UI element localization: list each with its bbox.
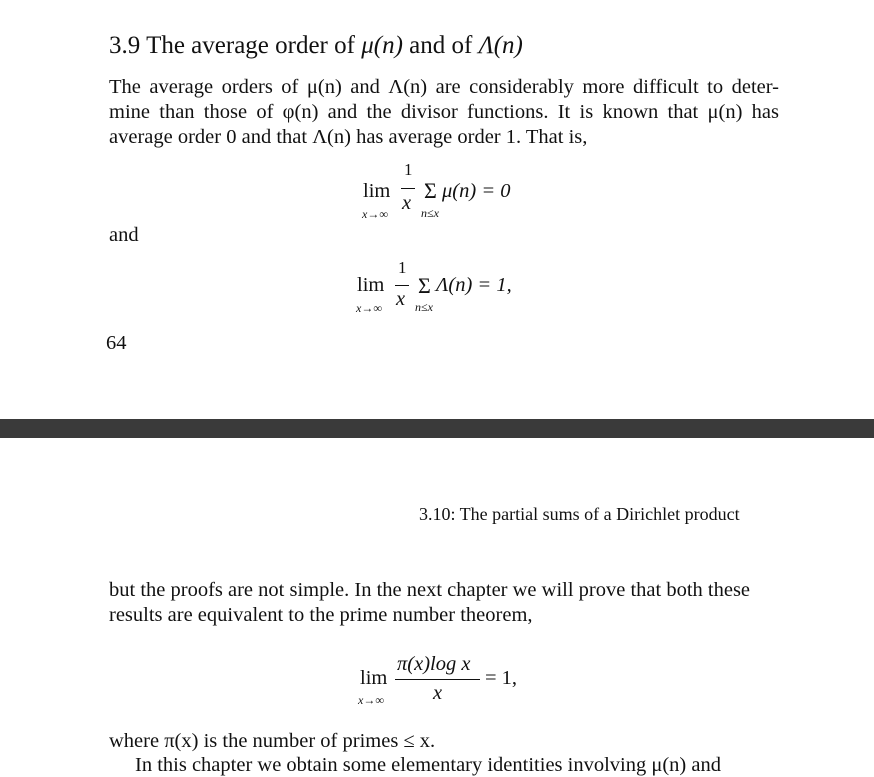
sum-symbol: Σ [418,273,431,298]
paragraph-line: but the proofs are not simple. In the next chapter we will prove that both these [109,579,751,601]
lim-subscript: x→∞ [356,301,382,315]
lim-text: lim [363,180,391,202]
page-separator [0,419,874,438]
section-title-mu: μ(n) [361,32,403,59]
running-head: 3.10: The partial sums of a Dirichlet product [419,504,740,524]
paragraph-intro [109,75,779,150]
equation-term: Λ(n) = 1, [436,274,512,296]
fraction-bar [401,188,415,189]
paragraph-line: The average orders of μ(n) and Λ(n) are considerably more difficult to deter- [109,76,779,98]
fraction-bar [395,285,409,286]
lim-text: lim [360,667,388,689]
page-number: 64 [106,332,127,354]
section-title-lambda: Λ(n) [478,32,523,59]
fraction-denominator: x [396,288,406,310]
cut-off-line: In this chapter we obtain some elementary identities involving μ(n) and [135,754,721,776]
sum-subscript: n≤x [415,300,433,314]
section-title-prefix: The average order of [146,32,355,59]
lim-text: lim [357,274,385,296]
equation-term: μ(n) = 0 [442,180,511,202]
lim-subscript: x→∞ [358,693,384,707]
fraction-numerator: π(x)log x [397,653,471,675]
section-title-and: and of [409,32,473,59]
sum-symbol: Σ [424,178,437,203]
connector-text: and [109,224,139,246]
paragraph-line: mine than those of φ(n) and the divisor functions. It is known that μ(n) has [109,101,779,123]
fraction-bar [395,679,480,680]
fraction-denominator: x [402,192,412,214]
sum-subscript: n≤x [421,206,439,220]
paragraph-line: results are equivalent to the prime number theorem, [109,604,533,626]
paragraph-continuation [109,578,779,628]
paragraph-line: average order 0 and that Λ(n) has average order 1. That is, [109,126,588,148]
definition-line: where π(x) is the number of primes ≤ x. [109,730,436,752]
fraction-numerator: 1 [404,160,413,179]
section-number: 3.9 [109,32,141,59]
section-heading [109,32,523,60]
fraction-denominator: x [433,682,443,704]
fraction-numerator: 1 [398,258,407,277]
lim-subscript: x→∞ [362,207,388,221]
equation-rhs: = 1, [485,667,518,689]
